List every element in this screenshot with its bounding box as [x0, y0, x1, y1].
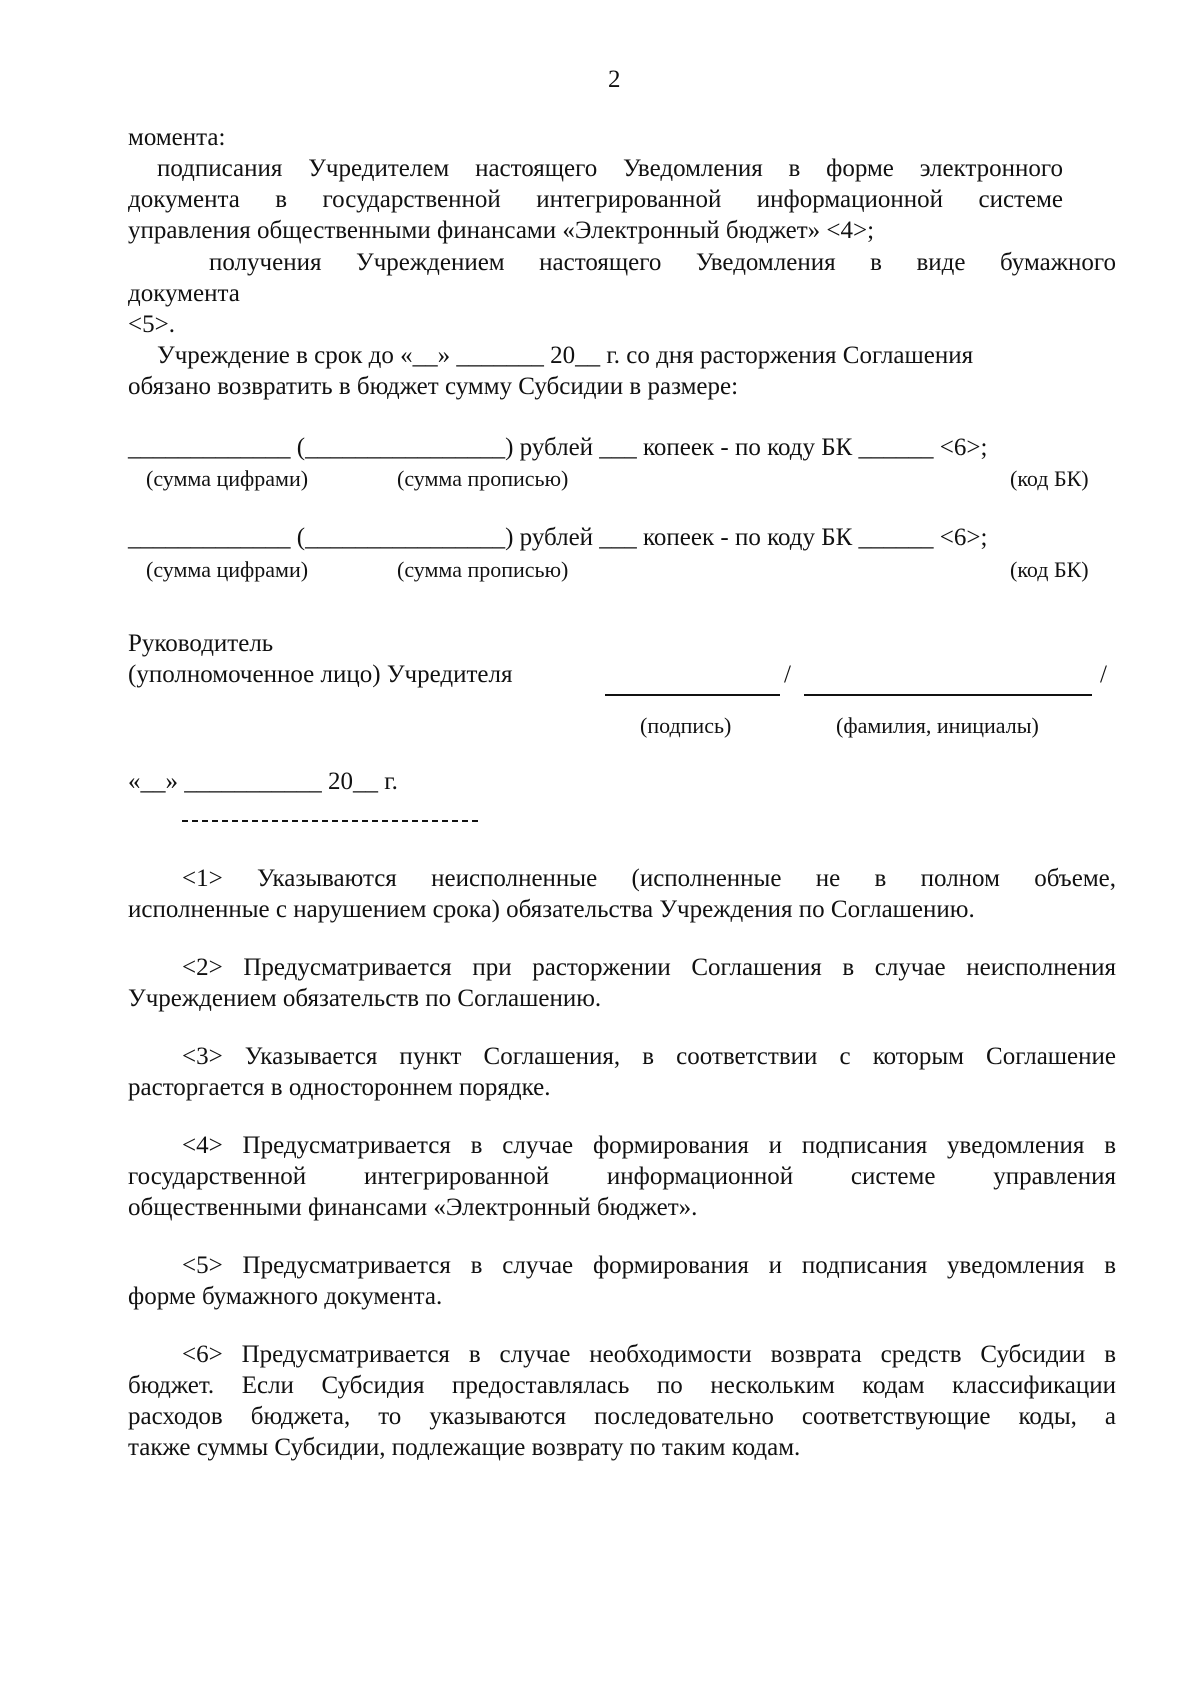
footnote-4-line-3: общественными финансами «Электронный бюджет».: [128, 1194, 698, 1221]
slash-separator-1: /: [784, 661, 791, 688]
caption-signature: (подпись): [640, 713, 732, 738]
receipt-line-3: <5>.: [128, 311, 175, 338]
footnote-6-line-1: <6> Предусматривается в случае необходимости возврата средств Субсидии в: [182, 1341, 1116, 1368]
signing-line-1: подписания Учредителем настоящего Уведомления в форме электронного: [157, 155, 1063, 182]
signatory-title-1: Руководитель: [128, 630, 274, 657]
caption-sum-words-1: (сумма прописью): [397, 466, 569, 491]
page-number: 2: [608, 66, 621, 93]
footnote-5-line-1: <5> Предусматривается в случае формирования и подписания уведомления в: [182, 1252, 1116, 1279]
footnote-2-line-1: <2> Предусматривается при расторжении Соглашения в случае неисполнения: [182, 954, 1116, 981]
receipt-line-1: получения Учреждением настоящего Уведомления в виде бумажного: [209, 249, 1116, 276]
caption-sum-digits-1: (сумма цифрами): [146, 466, 309, 491]
footnote-5-line-2: форме бумажного документа.: [128, 1283, 443, 1310]
return-line-1: Учреждение в срок до «__» _______ 20__ г. со дня расторжения Соглашения: [157, 342, 974, 369]
date-line: «__» ___________ 20__ г.: [128, 768, 398, 795]
signing-line-3: управления общественными финансами «Электронный бюджет» <4>;: [128, 217, 875, 244]
amount-row-2: _____________ (________________) рублей ___ копеек - по коду БК ______ <6>;: [128, 524, 988, 551]
slash-separator-2: /: [1100, 661, 1107, 688]
footnote-separator: [182, 820, 478, 822]
caption-sum-words-2: (сумма прописью): [397, 557, 569, 582]
signatory-title-2: (уполномоченное лицо) Учредителя: [128, 661, 513, 688]
return-line-2: обязано возвратить в бюджет сумму Субсидии в размере:: [128, 373, 739, 400]
receipt-line-2: документа: [128, 280, 240, 307]
footnote-4-line-1: <4> Предусматривается в случае формирования и подписания уведомления в: [182, 1132, 1116, 1159]
moment-label: момента:: [128, 124, 226, 151]
footnote-1-line-2: исполненные с нарушением срока) обязательства Учреждения по Соглашению.: [128, 896, 975, 923]
footnote-3-line-2: расторгается в одностороннем порядке.: [128, 1074, 551, 1101]
footnote-6-line-2: бюджет. Если Субсидия предоставлялась по нескольким кодам классификации: [128, 1372, 1116, 1399]
caption-bk-code-2: (код БК): [1010, 557, 1089, 582]
caption-bk-code-1: (код БК): [1010, 466, 1089, 491]
amount-row-1: _____________ (________________) рублей ___ копеек - по коду БК ______ <6>;: [128, 434, 988, 461]
footnote-2-line-2: Учреждением обязательств по Соглашению.: [128, 985, 602, 1012]
footnote-4-line-2: государственной интегрированной информационной системе управления: [128, 1163, 1116, 1190]
footnote-3-line-1: <3> Указывается пункт Соглашения, в соответствии с которым Соглашение: [182, 1043, 1116, 1070]
caption-sum-digits-2: (сумма цифрами): [146, 557, 309, 582]
signature-line: [605, 694, 780, 696]
footnote-6-line-3: расходов бюджета, то указываются последовательно соответствующие коды, а: [128, 1403, 1116, 1430]
caption-name-initials: (фамилия, инициалы): [836, 713, 1039, 738]
signing-line-2: документа в государственной интегрированной информационной системе: [128, 186, 1063, 213]
footnote-6-line-4: также суммы Субсидии, подлежащие возврату по таким кодам.: [128, 1434, 801, 1461]
footnote-1-line-1: <1> Указываются неисполненные (исполненные не в полном объеме,: [182, 865, 1116, 892]
name-line: [804, 694, 1092, 696]
